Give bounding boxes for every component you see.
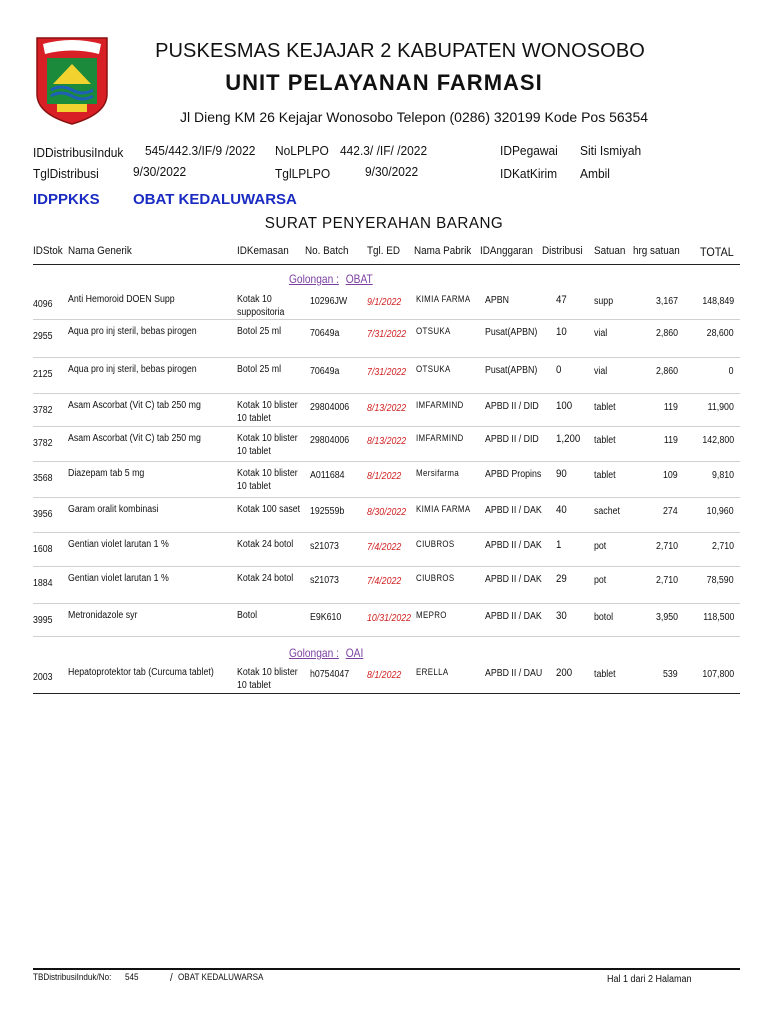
col-idanggaran: IDAnggaran [480, 245, 533, 257]
row-harga: 109 [663, 470, 678, 481]
row-harga: 3,950 [655, 612, 678, 623]
row-total: 28,600 [707, 328, 734, 339]
row-total: 2,710 [711, 541, 734, 552]
row-satuan: vial [594, 366, 608, 377]
row-pabrik: KIMIA FARMA [416, 504, 471, 514]
row-tgl-ed: 8/1/2022 [367, 471, 402, 482]
row-tgl-ed: 7/31/2022 [367, 367, 407, 378]
group-label: Golongan : [289, 272, 339, 286]
row-idstok: 1884 [33, 578, 53, 589]
footer-ref-label: TBDistribusiInduk/No: [33, 972, 112, 982]
row-satuan: botol [594, 612, 614, 623]
row-anggaran: APBD II / DID [485, 434, 539, 445]
col-tgl-ed: Tgl. ED [367, 245, 401, 257]
row-divider [33, 603, 740, 604]
row-pabrik: OTSUKA [416, 326, 451, 336]
footer-ref-no: 545 [125, 972, 139, 982]
row-nama-generik: Asam Ascorbat (Vit C) tab 250 mg [68, 400, 201, 411]
row-satuan: tablet [594, 402, 616, 413]
tgl-distribusi-label: TglDistribusi [33, 166, 99, 181]
row-kemasan: 10 tablet [237, 680, 271, 691]
row-pabrik: CIUBROS [416, 573, 455, 583]
row-nama-generik: Hepatoprotektor tab (Curcuma tablet) [68, 667, 214, 678]
row-idstok: 1608 [33, 544, 53, 555]
row-satuan: tablet [594, 435, 616, 446]
row-kemasan: Kotak 10 blister [237, 667, 298, 678]
row-tgl-ed: 8/13/2022 [367, 436, 407, 447]
row-tgl-ed: 7/4/2022 [367, 542, 402, 553]
row-kemasan: Botol 25 ml [237, 364, 282, 375]
row-divider [33, 393, 740, 394]
row-pabrik: IMFARMIND [416, 400, 464, 410]
row-total: 142,800 [702, 435, 734, 446]
col-hrg-satuan: hrg satuan [633, 245, 680, 257]
id-kat-kirim-value: Ambil [580, 166, 610, 181]
row-nama-generik: Gentian violet larutan 1 % [68, 539, 169, 550]
row-anggaran: APBD II / DAK [485, 611, 542, 622]
row-distribusi: 40 [556, 504, 567, 516]
row-nama-generik: Gentian violet larutan 1 % [68, 573, 169, 584]
row-kemasan: 10 tablet [237, 446, 271, 457]
row-tgl-ed: 7/4/2022 [367, 576, 402, 587]
row-anggaran: Pusat(APBN) [485, 365, 538, 376]
row-divider [33, 357, 740, 358]
row-batch: 70649a [310, 366, 340, 377]
row-total: 11,900 [707, 402, 734, 413]
row-total: 148,849 [702, 296, 734, 307]
tgl-distribusi-value: 9/30/2022 [133, 164, 187, 179]
id-distribusi-induk-label: IDDistribusiInduk [33, 145, 124, 160]
row-tgl-ed: 10/31/2022 [367, 613, 412, 624]
row-kemasan: Botol [237, 610, 258, 621]
row-anggaran: APBN [485, 295, 509, 306]
row-divider [33, 566, 740, 567]
row-divider [33, 497, 740, 498]
unit-name: UNIT PELAYANAN FARMASI [225, 70, 543, 95]
row-batch: s21073 [310, 575, 339, 586]
group-label: Golongan : [289, 646, 339, 660]
row-pabrik: IMFARMIND [416, 433, 464, 443]
row-kemasan: Kotak 10 [237, 294, 272, 305]
document-title: SURAT PENYERAHAN BARANG [264, 215, 504, 232]
row-nama-generik: Metronidazole syr [68, 610, 138, 621]
row-idstok: 3956 [33, 509, 53, 520]
row-nama-generik: Garam oralit kombinasi [68, 504, 159, 515]
row-satuan: vial [594, 328, 608, 339]
row-distribusi: 100 [556, 400, 573, 412]
header-divider [33, 264, 740, 265]
no-lplpo-value: 442.3/ /IF/ /2022 [340, 143, 428, 158]
row-divider [33, 461, 740, 462]
row-harga: 119 [663, 402, 678, 413]
row-kemasan: Kotak 100 saset [237, 504, 301, 515]
col-nama-generik: Nama Generik [68, 245, 132, 257]
row-anggaran: APBD II / DAU [485, 668, 543, 679]
row-batch: s21073 [310, 541, 339, 552]
row-idstok: 3995 [33, 615, 53, 626]
row-batch: A011684 [310, 470, 345, 481]
idppkks-value: OBAT KEDALUWARSA [133, 191, 297, 208]
row-batch: 10296JW [310, 296, 348, 307]
id-pegawai-label: IDPegawai [500, 143, 558, 158]
row-batch: 192559b [310, 506, 345, 517]
row-idstok: 3782 [33, 438, 53, 449]
row-satuan: tablet [594, 669, 616, 680]
row-batch: 29804006 [310, 402, 350, 413]
row-divider [33, 319, 740, 320]
group-name: OAI [345, 646, 364, 660]
row-nama-generik: Aqua pro inj steril, bebas pirogen [68, 364, 197, 375]
row-idstok: 3568 [33, 473, 53, 484]
row-tgl-ed: 8/1/2022 [367, 670, 402, 681]
row-divider [33, 636, 740, 637]
col-idkemasan: IDKemasan [237, 245, 289, 257]
row-satuan: supp [594, 296, 614, 307]
row-kemasan: suppositoria [237, 307, 285, 318]
row-kemasan: Kotak 10 blister [237, 433, 298, 444]
row-kemasan: Kotak 10 blister [237, 400, 298, 411]
row-divider [33, 532, 740, 533]
no-lplpo-label: NoLPLPO [275, 143, 329, 158]
idppkks-label: IDPPKKS [33, 191, 100, 208]
row-batch: 70649a [310, 328, 340, 339]
row-distribusi: 10 [556, 326, 567, 338]
id-pegawai-value: Siti Ismiyah [580, 143, 642, 158]
row-tgl-ed: 8/30/2022 [367, 507, 407, 518]
row-distribusi: 1 [556, 539, 562, 551]
row-batch: h0754047 [310, 669, 350, 680]
id-distribusi-induk-value: 545/442.3/IF/9 /2022 [145, 143, 256, 158]
row-total: 118,500 [702, 612, 734, 623]
footer-divider [33, 968, 740, 970]
row-divider [33, 693, 740, 694]
group-heading [289, 646, 363, 660]
group-name: OBAT [345, 272, 373, 286]
row-pabrik: OTSUKA [416, 364, 451, 374]
row-batch: E9K610 [310, 612, 342, 623]
row-nama-generik: Anti Hemoroid DOEN Supp [68, 294, 175, 305]
row-anggaran: APBD II / DID [485, 401, 539, 412]
row-distribusi: 29 [556, 573, 567, 585]
row-nama-generik: Asam Ascorbat (Vit C) tab 250 mg [68, 433, 201, 444]
row-distribusi: 200 [556, 667, 573, 679]
row-divider [33, 426, 740, 427]
row-satuan: pot [594, 541, 607, 552]
row-idstok: 4096 [33, 299, 53, 310]
row-anggaran: APBD II / DAK [485, 540, 542, 551]
row-harga: 2,710 [655, 575, 678, 586]
row-anggaran: APBD II / DAK [485, 574, 542, 585]
row-kemasan: 10 tablet [237, 481, 271, 492]
tgl-lplpo-value: 9/30/2022 [365, 164, 419, 179]
row-kemasan: Kotak 10 blister [237, 468, 298, 479]
row-harga: 539 [663, 669, 678, 680]
row-kemasan: Kotak 24 botol [237, 573, 294, 584]
page-indicator: Hal 1 dari 2 Halaman [607, 974, 692, 985]
row-anggaran: APBD Propins [485, 469, 542, 480]
tgl-lplpo-label: TglLPLPO [275, 166, 331, 181]
row-anggaran: APBD II / DAK [485, 505, 542, 516]
col-satuan: Satuan [594, 245, 626, 257]
row-harga: 3,167 [655, 296, 678, 307]
row-satuan: tablet [594, 470, 616, 481]
id-kat-kirim-label: IDKatKirim [500, 166, 558, 181]
row-pabrik: Mersifarma [416, 468, 460, 478]
row-harga: 119 [663, 435, 678, 446]
row-distribusi: 0 [556, 364, 562, 376]
row-anggaran: Pusat(APBN) [485, 327, 538, 338]
row-tgl-ed: 8/13/2022 [367, 403, 407, 414]
row-pabrik: CIUBROS [416, 539, 455, 549]
row-total: 78,590 [707, 575, 734, 586]
row-harga: 2,710 [655, 541, 678, 552]
row-harga: 2,860 [655, 366, 678, 377]
row-harga: 274 [663, 506, 678, 517]
row-distribusi: 90 [556, 468, 567, 480]
row-pabrik: MEPRO [416, 610, 447, 620]
row-nama-generik: Aqua pro inj steril, bebas pirogen [68, 326, 197, 337]
row-harga: 2,860 [655, 328, 678, 339]
row-pabrik: ERELLA [416, 667, 449, 677]
row-distribusi: 47 [556, 294, 567, 306]
col-distribusi: Distribusi [542, 245, 583, 257]
row-tgl-ed: 7/31/2022 [367, 329, 407, 340]
row-distribusi: 1,200 [556, 433, 581, 445]
row-total: 107,800 [702, 669, 734, 680]
row-pabrik: KIMIA FARMA [416, 294, 471, 304]
row-distribusi: 30 [556, 610, 567, 622]
row-total: 9,810 [711, 470, 734, 481]
footer-ref-slash: / [170, 972, 173, 984]
row-idstok: 2003 [33, 672, 53, 683]
row-satuan: pot [594, 575, 607, 586]
footer-ref-kind: OBAT KEDALUWARSA [178, 972, 264, 982]
row-tgl-ed: 9/1/2022 [367, 297, 402, 308]
row-batch: 29804006 [310, 435, 350, 446]
row-total: 0 [729, 366, 734, 377]
row-total: 10,960 [707, 506, 734, 517]
org-name: PUSKESMAS KEJAJAR 2 KABUPATEN WONOSOBO [155, 40, 645, 62]
row-kemasan: Botol 25 ml [237, 326, 282, 337]
row-idstok: 2955 [33, 331, 53, 342]
row-satuan: sachet [594, 506, 620, 517]
row-nama-generik: Diazepam tab 5 mg [68, 468, 145, 479]
col-nama-pabrik: Nama Pabrik [414, 245, 472, 257]
col-total: TOTAL [700, 245, 734, 259]
address-line: Jl Dieng KM 26 Kejajar Wonosobo Telepon (0286) 320199 Kode Pos 56354 [179, 109, 649, 125]
row-kemasan: Kotak 24 botol [237, 539, 294, 550]
row-idstok: 3782 [33, 405, 53, 416]
col-no-batch: No. Batch [305, 245, 349, 257]
row-idstok: 2125 [33, 369, 53, 380]
col-idstok: IDStok [33, 245, 63, 257]
row-kemasan: 10 tablet [237, 413, 271, 424]
group-heading [289, 272, 373, 286]
